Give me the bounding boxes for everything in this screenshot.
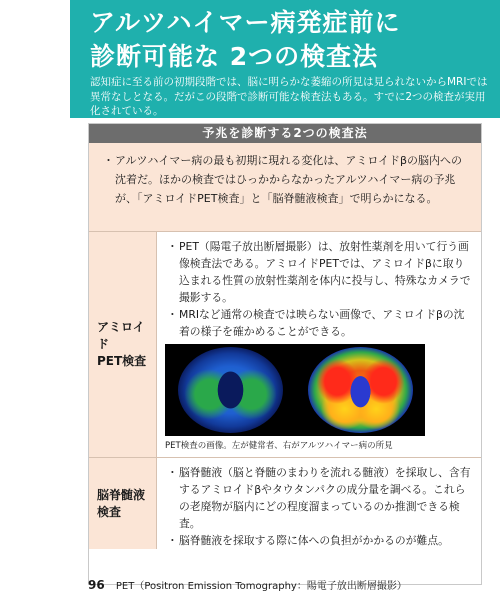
list-item: [165, 306, 473, 340]
row-label-csf: [89, 457, 157, 549]
row-label-line: 検査: [97, 504, 122, 519]
list-item-text: MRIなど通常の検査では映らない画像で、アミロイドβの沈着の様子を確かめることができる。: [179, 308, 465, 338]
healthy-brain-scan: [178, 347, 283, 433]
list-item: [165, 532, 473, 549]
row-content-csf: [157, 457, 481, 549]
list-item-text: 脳脊髄液（脳と脊髄のまわりを流れる髄液）を採取し、含有するアミロイドβやタウタンパクの成分量を調べる。これらの老廃物が脳内にどの程度溜まっているのか推測できる検査。: [179, 466, 471, 530]
row-label-amyloid-pet: [89, 232, 157, 457]
row-label-line: アミロイド: [97, 320, 145, 351]
bullet-mark: ・: [103, 154, 114, 167]
row-label-line: PET検査: [97, 354, 147, 368]
page-footer: [88, 575, 488, 595]
summary-box: [89, 143, 481, 231]
image-caption: PET検査の画像。左が健常者、右がアルツハイマー病の所見: [165, 441, 393, 451]
title-line-1: アルツハイマー病発症前に: [90, 8, 401, 37]
bullet-mark: ・: [167, 466, 178, 479]
bullet-mark: ・: [167, 534, 178, 547]
list-item: [165, 238, 473, 306]
summary-text: アルツハイマー病の最も初期に現れる変化は、アミロイドβの脳内への沈着だ。ほかの検査ではひっかからなかったアルツハイマー病の予兆が、「アミロイドPET検査」と「脳脊髄液検査」で明らかになる。: [115, 154, 463, 205]
title-line-2: 診断可能な 2つの検査法: [90, 42, 379, 71]
page-title: [90, 6, 490, 74]
bullet-mark: ・: [167, 308, 178, 321]
footnote: PET（Positron Emission Tomography：陽電子放出断層撮影）: [115, 581, 407, 592]
alzheimer-brain-scan: [308, 347, 413, 433]
row-content-amyloid-pet: [157, 232, 481, 457]
list-item-text: 脳脊髄液を採取する際に体への負担がかかるのが難点。: [179, 534, 449, 547]
intro-text: 認知症に至る前の初期段階では、脳に明らかな萎縮の所見は見られないからMRIでは異常なしとなる。だがこの段階で診断可能な検査法もある。すでに2つの検査が実用化されている。: [90, 76, 488, 117]
pet-scan-image: [165, 344, 425, 436]
header-banner: [70, 0, 500, 118]
bullet-mark: ・: [167, 240, 178, 253]
row-label-line: 脳脊髄液: [97, 487, 146, 502]
list-item-text: PET（陽電子放出断層撮影）は、放射性薬剤を用いて行う画像検査法である。アミロイドPETでは、アミロイドβに取り込まれる性質の放射性薬剤を体内に投与し、特殊なカメラで撮影する。: [179, 240, 471, 304]
panel-title: 予兆を診断する2つの検査法: [89, 124, 481, 143]
page-number: 96: [88, 578, 105, 592]
list-item: [165, 464, 473, 532]
exam-table: [89, 231, 481, 549]
exam-panel: [88, 123, 482, 585]
